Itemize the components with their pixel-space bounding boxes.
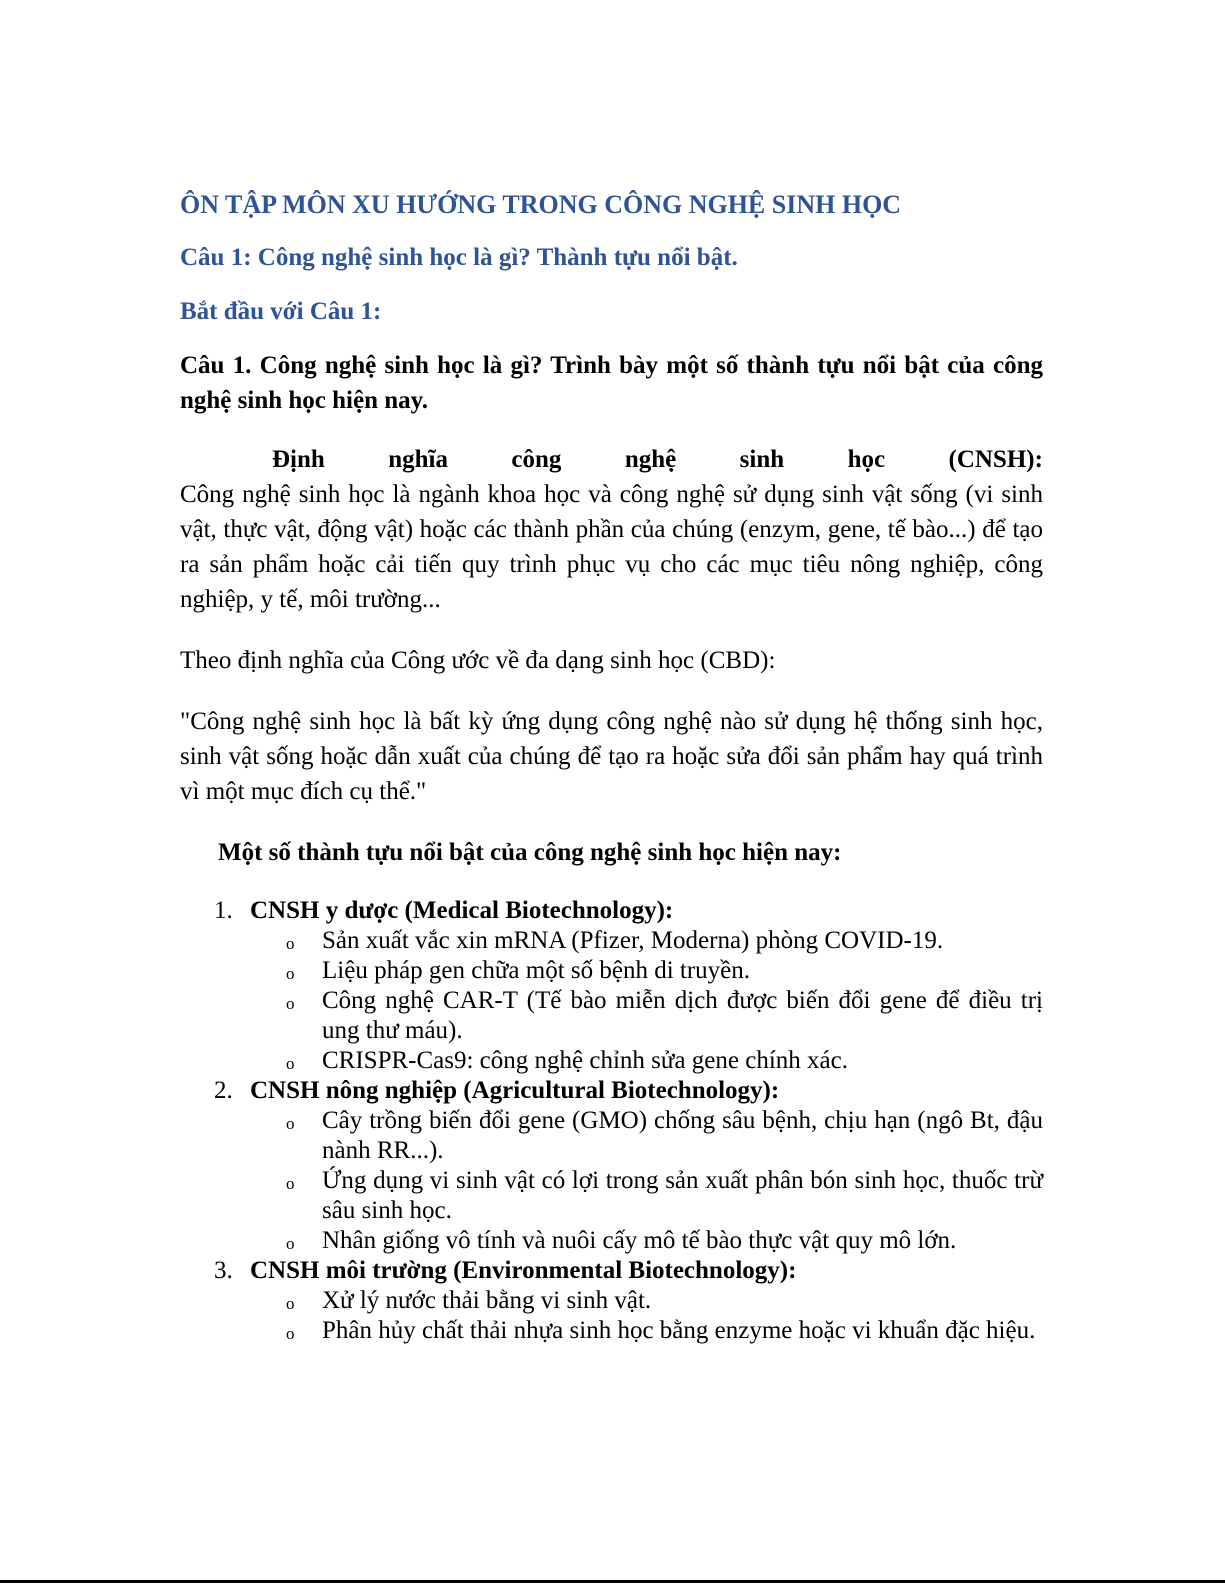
list-item-text: Công nghệ CAR-T (Tế bào miễn dịch được biến đổi gene để điều trị ung thư máu). xyxy=(322,987,1043,1044)
list-item-text: Liệu pháp gen chữa một số bệnh di truyền. xyxy=(322,957,751,984)
category-label: CNSH y dược (Medical Biotechnology): xyxy=(250,897,674,924)
list-item xyxy=(180,1226,1043,1256)
bullet-icon: o xyxy=(286,1174,295,1193)
definition-heading xyxy=(180,442,1043,477)
definition-heading-word: (CNSH): xyxy=(948,446,1043,473)
sub-list xyxy=(180,1106,1043,1256)
list-item-text: Ứng dụng vi sinh vật có lợi trong sản xuất phân bón sinh học, thuốc trừ sâu sinh học. xyxy=(322,1167,1043,1224)
list-number: 3. xyxy=(214,1257,233,1284)
list-item-text: CRISPR-Cas9: công nghệ chỉnh sửa gene chính xác. xyxy=(322,1047,848,1074)
list-number: 2. xyxy=(214,1077,233,1104)
list-item xyxy=(180,1046,1043,1076)
list-item-text: Phân hủy chất thải nhựa sinh học bằng enzyme hoặc vi khuẩn đặc hiệu. xyxy=(322,1317,1036,1344)
bullet-icon: o xyxy=(286,1234,295,1253)
achievement-category xyxy=(180,1076,1043,1256)
definition-heading-word: nghệ xyxy=(624,446,677,473)
list-item-text: Xử lý nước thải bằng vi sinh vật. xyxy=(322,1287,652,1314)
list-item-text: Cây trồng biến đổi gene (GMO) chống sâu bệnh, chịu hạn (ngô Bt, đậu nành RR...). xyxy=(322,1107,1043,1164)
category-label: CNSH môi trường (Environmental Biotechnology): xyxy=(250,1257,797,1284)
subsection-heading: Bắt đầu với Câu 1: xyxy=(180,298,382,325)
document-title: ÔN TẬP MÔN XU HƯỚNG TRONG CÔNG NGHỆ SINH HỌC xyxy=(180,190,902,219)
list-item xyxy=(180,926,1043,956)
list-item xyxy=(180,1316,1043,1346)
list-number: 1. xyxy=(214,897,233,924)
page-bottom-rule xyxy=(0,1580,1225,1583)
bullet-icon: o xyxy=(286,1294,295,1313)
bullet-icon: o xyxy=(286,1114,295,1133)
definition-heading-word: Định xyxy=(272,446,325,473)
achievement-category xyxy=(180,896,1043,1076)
list-item-text: Sản xuất vắc xin mRNA (Pfizer, Moderna) phòng COVID-19. xyxy=(322,927,944,954)
bullet-icon: o xyxy=(286,964,295,983)
definition-heading-word: sinh xyxy=(739,446,785,473)
bullet-icon: o xyxy=(286,994,295,1013)
definition-body: Công nghệ sinh học là ngành khoa học và công nghệ sử dụng sinh vật sống (vi sinh vật, thực vật, động vật) hoặc các thành phần của chúng (enzym, gene, tế bào...) để tạo ra sản phẩm hoặc cải tiến quy trình phục vụ cho các mục tiêu nông nghiệp, công nghiệp, y tế, môi trường... xyxy=(180,481,1043,613)
list-item xyxy=(180,1286,1043,1316)
bullet-icon: o xyxy=(286,1324,295,1343)
list-item xyxy=(180,1106,1043,1166)
section-heading: Câu 1: Công nghệ sinh học là gì? Thành tựu nổi bật. xyxy=(180,244,738,271)
category-label: CNSH nông nghiệp (Agricultural Biotechnology): xyxy=(250,1077,780,1104)
cbd-quote: "Công nghệ sinh học là bất kỳ ứng dụng công nghệ nào sử dụng hệ thống sinh học, sinh vật sống hoặc dẫn xuất của chúng để tạo ra hoặc sửa đổi sản phẩm hay quá trình vì một mục đích cụ thể." xyxy=(180,708,1043,805)
list-item xyxy=(180,956,1043,986)
definition-heading-word: nghĩa xyxy=(388,446,448,473)
list-item xyxy=(180,1166,1043,1226)
achievements-list xyxy=(180,896,1043,1346)
definition-heading-word: công xyxy=(511,446,562,473)
achievements-heading: Một số thành tựu nổi bật của công nghệ sinh học hiện nay: xyxy=(218,839,842,866)
question-text: Câu 1. Công nghệ sinh học là gì? Trình bày một số thành tựu nổi bật của công nghệ sinh học hiện nay. xyxy=(180,352,1043,414)
sub-list xyxy=(180,1286,1043,1346)
list-item xyxy=(180,986,1043,1046)
list-item-text: Nhân giống vô tính và nuôi cấy mô tế bào thực vật quy mô lớn. xyxy=(322,1227,957,1254)
cbd-intro: Theo định nghĩa của Công ước về đa dạng sinh học (CBD): xyxy=(180,647,776,674)
sub-list xyxy=(180,926,1043,1076)
document-content xyxy=(180,186,1043,1346)
achievement-category xyxy=(180,1256,1043,1346)
definition-heading-word: học xyxy=(847,446,886,473)
bullet-icon: o xyxy=(286,934,295,953)
definition-block xyxy=(180,442,1043,617)
bullet-icon: o xyxy=(286,1054,295,1073)
